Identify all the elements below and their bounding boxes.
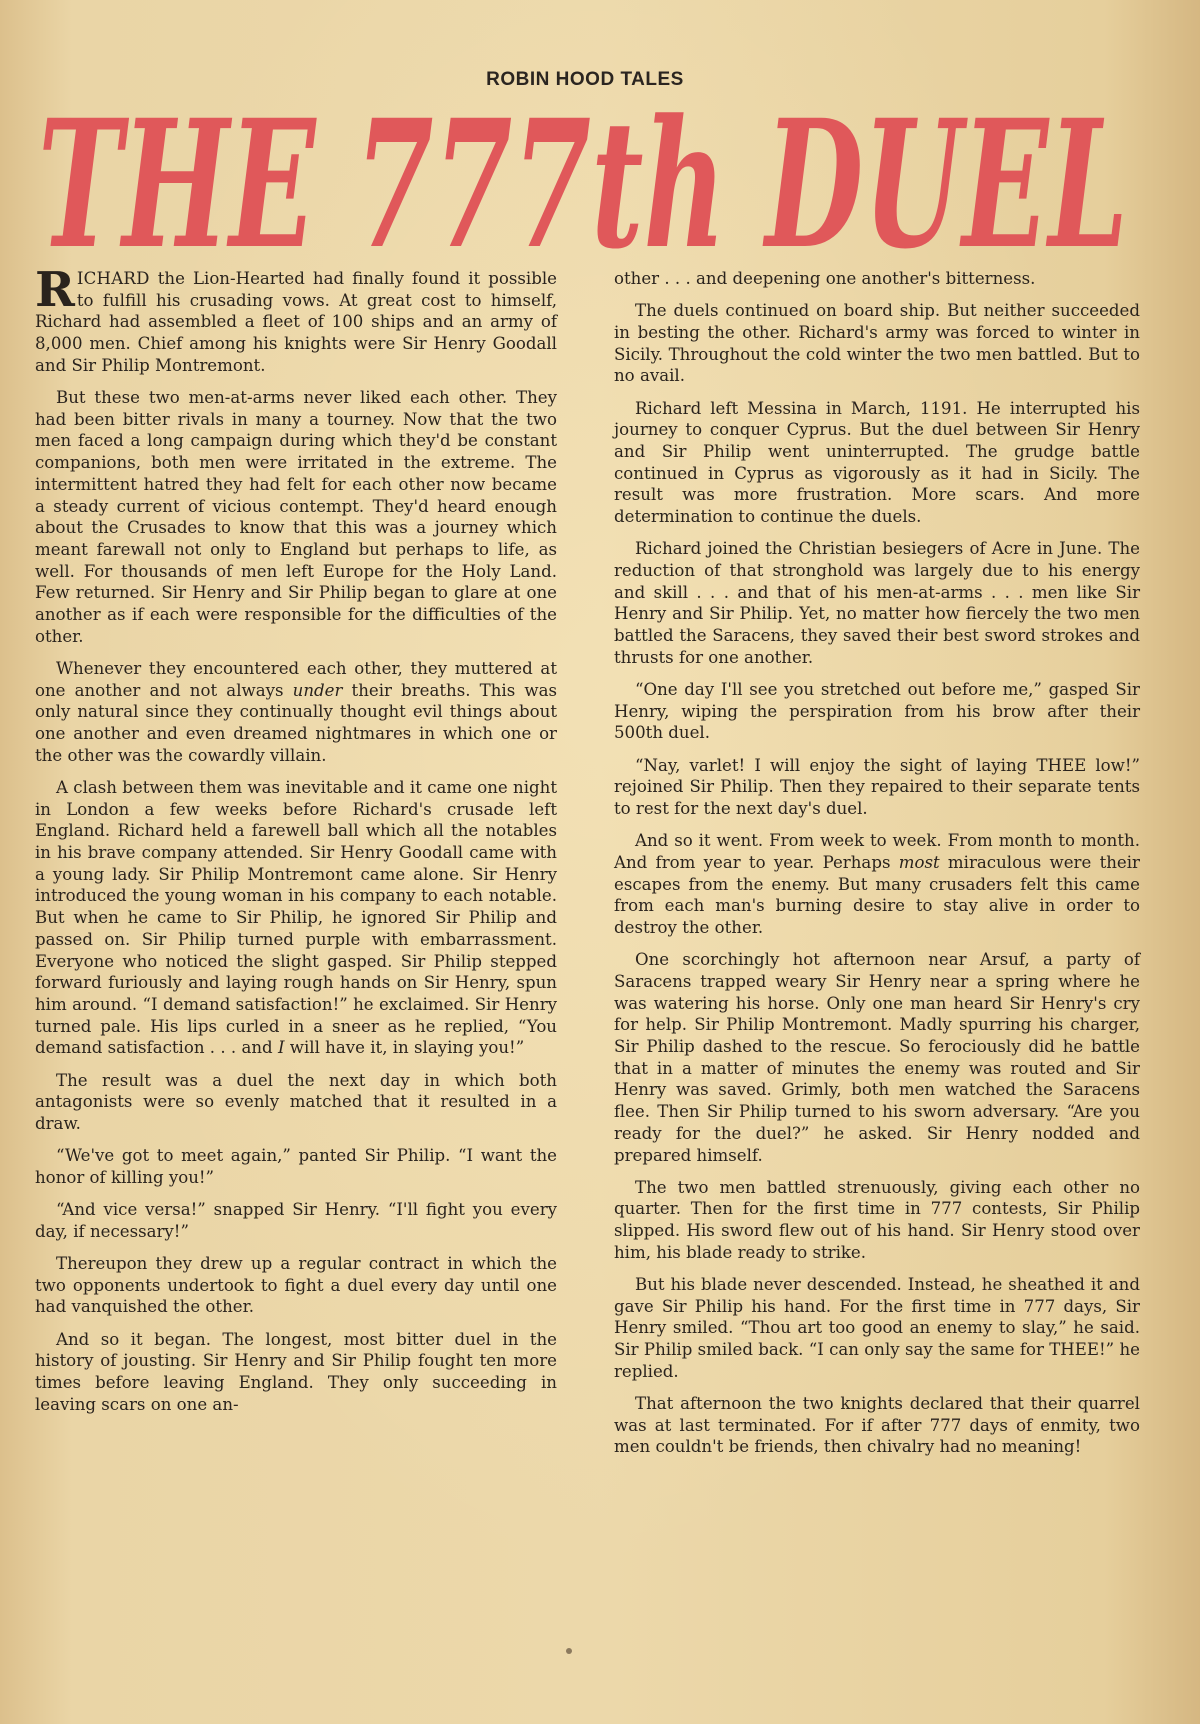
paragraph: Richard left Messina in March, 1191. He interrupted his journey to conquer Cyprus. But the duel between Sir Henry and Sir Philip went uninterrupted. The grudge battle continued in Cyprus as vigorously as it had in Sicily. The result was more frustration. More scars. And more determination to continue the duels. <box>614 398 1140 527</box>
page-ornament <box>566 1648 572 1654</box>
paragraph-text: Whenever they encountered each other, they muttered at one another and not always <box>35 658 557 700</box>
paragraph <box>614 830 1140 939</box>
emphasis: under <box>292 680 343 700</box>
paragraph: The duels continued on board ship. But neither succeeded in besting the other. Richard's army was forced to winter in Sicily. Throughout the cold winter the two men battled. But to no avail. <box>614 301 1140 386</box>
paragraph: But these two men-at-arms never liked each other. They had been bitter rivals in many a tourney. Now that the two men faced a long campaign during which they'd be constant companions, both men were irritated in the extreme. The intermittent hatred they had felt for each other now became a steady current of vicious contempt. They'd heard enough about the Crusades to know that this was a journey which meant farewall not only to England but perhaps to life, as well. For thousands of men left Europe for the Holy Land. Few returned. Sir Henry and Sir Philip began to glare at one another as if each were responsible for the difficulties of the other. <box>35 388 557 646</box>
paragraph: That afternoon the two knights declared that their quarrel was at last terminated. For if after 777 days of enmity, two men couldn't be friends, then chivalry had no meaning! <box>614 1394 1140 1457</box>
paragraph: “And vice versa!” snapped Sir Henry. “I'll fight you every day, if necessary!” <box>35 1200 557 1241</box>
paragraph-text: will have it, in slaying you!” <box>284 1038 525 1058</box>
paragraph: One scorchingly hot afternoon near Arsuf, a party of Saracens trapped weary Sir Henry near a spring where he was watering his horse. Only one man heard Sir Henry's cry for help. Sir Philip Montremont. Madly spurring his charger, Sir Philip dashed to the rescue. So ferociously did he battle that in a matter of minutes the enemy was routed and Sir Henry was saved. Grimly, both men watched the Saracens flee. Then Sir Philip turned to his sworn adversary. “Are you ready for the duel?” he asked. Sir Henry nodded and prepared himself. <box>614 950 1140 1165</box>
paragraph: Thereupon they drew up a regular contract in which the two opponents undertook to fight a duel every day until one had vanquished the other. <box>35 1254 557 1317</box>
paragraph: And so it began. The longest, most bitter duel in the history of jousting. Sir Henry and Sir Philip fought ten more times before leaving England. They only succeeding in leaving scars on one an- <box>35 1329 557 1414</box>
paragraph-text: their breaths. This was only natural since they continually thought evil things about one another and even dreamed nightmares in which one or the other was the cowardly villain. <box>35 680 557 765</box>
running-head: ROBIN HOOD TALES <box>486 69 684 90</box>
paragraph: other . . . and deepening one another's bitterness. <box>614 269 1036 288</box>
paragraph: The two men battled strenuously, giving each other no quarter. Then for the first time in 777 contests, Sir Philip slipped. His sword flew out of his hand. Sir Henry stood over him, his blade ready to strike. <box>614 1177 1140 1262</box>
paragraph: The result was a duel the next day in which both antagonists were so evenly matched that it resulted in a draw. <box>35 1070 557 1134</box>
drop-cap: R <box>35 262 75 318</box>
run-in: ICHARD <box>76 269 150 288</box>
paragraph: “Nay, varlet! I will enjoy the sight of laying THEE low!” rejoined Sir Philip. Then they repaired to their separate tents to rest for the next day's duel. <box>614 755 1140 818</box>
left-column <box>35 262 557 1426</box>
paragraph: But his blade never descended. Instead, he sheathed it and gave Sir Philip his hand. For the first time in 777 days, Sir Henry smiled. “Thou art too good an enemy to slay,” he said. Sir Philip smiled back. “I can only say the same for THEE!” he replied. <box>614 1275 1140 1381</box>
emphasis: most <box>898 852 940 872</box>
paragraph: Richard joined the Christian besiegers of Acre in June. The reduction of that stronghold was largely due to his energy and skill . . . and that of his men-at-arms . . . men like Sir Henry and Sir Philip. Yet, no matter how fiercely the two men battled the Saracens, they saved their best sword strokes and thrusts for one another. <box>614 539 1140 667</box>
paragraph-text: miraculous were their escapes from the enemy. But many crusaders felt this came from each man's burning desire to stay alive in order to destroy the other. <box>614 852 1140 937</box>
story-title-text: THE 777th DUEL <box>38 86 1128 266</box>
paragraph-text: And so it went. From week to week. From month to month. And from year to year. Perhaps <box>614 831 1140 872</box>
story-title-graphic <box>34 86 1134 266</box>
paragraph <box>35 658 557 767</box>
story-title <box>34 86 1134 266</box>
paragraph-text: the Lion-Hearted had finally found it possible to fulfill his crusading vows. At great cost to himself, Richard had assembled a fleet of 100 ships and an army of 8,000 men. Chief among his knights were Sir Henry Goodall and Sir Philip Montremont. <box>35 269 557 375</box>
paragraph <box>35 777 557 1059</box>
paragraph: “We've got to meet again,” panted Sir Philip. “I want the honor of killing you!” <box>35 1146 557 1187</box>
right-column <box>614 268 1140 1469</box>
paragraph: “One day I'll see you stretched out before me,” gasped Sir Henry, wiping the perspiration from his brow after their 500th duel. <box>614 679 1140 743</box>
paragraph <box>35 262 557 377</box>
paragraph-text: A clash between them was inevitable and it came one night in London a few weeks before Richard's crusade left England. Richard held a farewell ball which all the notables in his brave company attended. Sir Henry Goodall came with a young lady. Sir Philip Montremont came alone. Sir Henry introduced the young woman in his company to each notable. But when he came to Sir Philip, he ignored Sir Philip and passed on. Sir Philip turned purple with embarrassment. Everyone who noticed the slight gasped. Sir Philip stepped forward furiously and laying rough hands on Sir Henry, spun him around. “I demand satisfaction!” he exclaimed. Sir Henry turned pale. His lips curled in a sneer as he replied, “You demand satisfaction . . . and <box>35 777 557 1058</box>
emphasis: I <box>277 1038 285 1058</box>
